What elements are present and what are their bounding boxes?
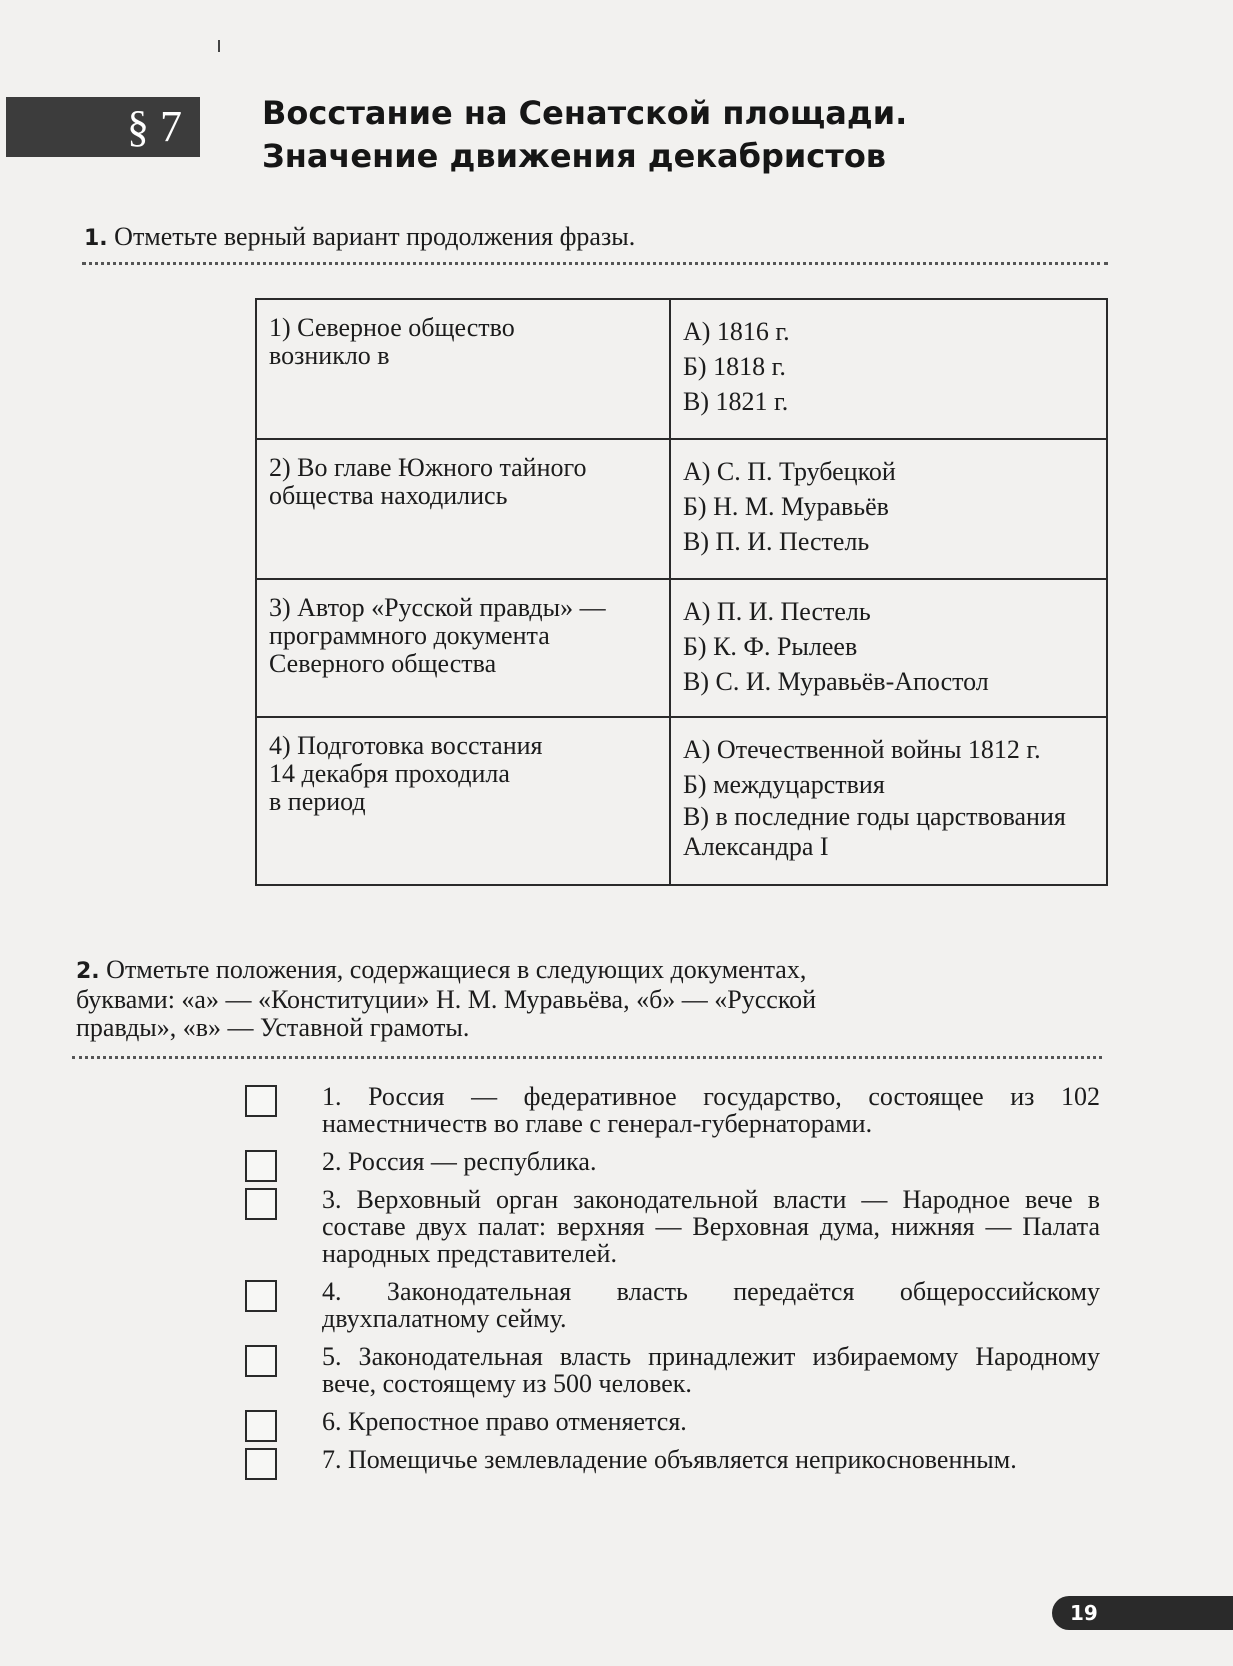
answer-option[interactable]: Б) 1818 г. [683, 352, 786, 381]
page-title-line-2: Значение движения декабристов [262, 137, 887, 175]
answer-option[interactable]: Б) Н. М. Муравьёв [683, 492, 889, 521]
table-row [256, 299, 1107, 439]
list-item [245, 1446, 1100, 1473]
table-row [256, 717, 1107, 885]
options-cell [670, 299, 1107, 439]
question-line: 1) Северное общество [269, 313, 515, 342]
answer-option[interactable]: В) С. И. Муравьёв-Апостол [683, 667, 989, 696]
question-line: Северного общества [269, 649, 497, 678]
task-1-heading [84, 223, 635, 253]
list-item [245, 1148, 1100, 1175]
answer-checkbox[interactable] [245, 1448, 277, 1480]
answer-option[interactable]: Б) междуцарствия [683, 770, 885, 799]
scan-mark [218, 40, 220, 52]
answer-option[interactable]: В) 1821 г. [683, 387, 789, 416]
task-2-line: правды», «в» — Уставной грамоты. [76, 1013, 470, 1042]
options-cell [670, 717, 1107, 885]
list-item-text: 2. Россия — республика. [322, 1147, 597, 1176]
answer-option[interactable]: А) С. П. Трубецкой [683, 457, 896, 486]
answer-checkbox[interactable] [245, 1410, 277, 1442]
task-1-number: 1. [84, 226, 108, 251]
task-1-text: Отметьте верный вариант продолжения фразы. [114, 222, 636, 251]
task-2-text: Отметьте положения, содержащиеся в следующих документах, [106, 955, 807, 984]
list-item [245, 1343, 1100, 1397]
task-2-line [76, 956, 976, 986]
question-cell [256, 579, 670, 717]
question-cell [256, 299, 670, 439]
answer-option[interactable]: Б) К. Ф. Рылеев [683, 632, 858, 661]
list-item [245, 1083, 1100, 1137]
page-title [262, 92, 907, 178]
question-line: программного документа [269, 621, 550, 650]
question-line: в период [269, 787, 366, 816]
table-row [256, 579, 1107, 717]
answer-option[interactable]: А) 1816 г. [683, 317, 790, 346]
task-2-line: буквами: «а» — «Конституции» Н. М. Муравьёва, «б» — «Русской [76, 985, 817, 1014]
options-cell [670, 579, 1107, 717]
options-cell [670, 439, 1107, 579]
question-line: 3) Автор «Русской правды» — [269, 593, 606, 622]
answer-option[interactable]: А) Отечественной войны 1812 г. [683, 735, 1041, 764]
list-item [245, 1408, 1100, 1435]
task-1-table [255, 298, 1108, 886]
question-cell [256, 439, 670, 579]
page-title-line-1: Восстание на Сенатской площади. [262, 94, 908, 132]
page-number: 19 [1052, 1596, 1233, 1630]
question-line: возникло в [269, 341, 390, 370]
list-item-text: 3. Верховный орган законодательной власти — Народное вече в составе двух палат: верхняя — Верховная дума, нижняя — Палата народных представителей. [322, 1185, 1100, 1268]
list-item-text: 5. Законодательная власть принадлежит избираемому Народному вече, состоящему из 500 человек. [322, 1342, 1100, 1398]
list-item-text: 1. Россия — федеративное государство, состоящее из 102 наместничеств во главе с генерал-губернаторами. [322, 1082, 1100, 1138]
answer-option[interactable]: В) в последние годы царствования Александра I [683, 802, 1066, 861]
answer-checkbox[interactable] [245, 1085, 277, 1117]
list-item [245, 1278, 1100, 1332]
question-line: 14 декабря проходила [269, 759, 510, 788]
task-2-list [245, 1083, 1100, 1484]
answer-checkbox[interactable] [245, 1345, 277, 1377]
list-item [245, 1186, 1100, 1267]
answer-checkbox[interactable] [245, 1150, 277, 1182]
answer-checkbox[interactable] [245, 1280, 277, 1312]
task-2-number: 2. [76, 959, 100, 984]
list-item-text: 4. Законодательная власть передаётся общероссийскому двухпалатному сейму. [322, 1277, 1100, 1333]
list-item-text: 7. Помещичье землевладение объявляется неприкосновенным. [322, 1445, 1017, 1474]
table-row [256, 439, 1107, 579]
question-line: общества находились [269, 481, 508, 510]
answer-option[interactable]: В) П. И. Пестель [683, 527, 870, 556]
answer-checkbox[interactable] [245, 1188, 277, 1220]
list-item-text: 6. Крепостное право отменяется. [322, 1407, 687, 1436]
task-2-divider [72, 1056, 1102, 1059]
question-line: 2) Во главе Южного тайного [269, 453, 587, 482]
question-cell [256, 717, 670, 885]
answer-option[interactable]: А) П. И. Пестель [683, 597, 871, 626]
section-badge: § 7 [6, 97, 200, 157]
question-line: 4) Подготовка восстания [269, 731, 543, 760]
task-2-heading [76, 956, 976, 1042]
task-1-divider [82, 262, 1108, 265]
